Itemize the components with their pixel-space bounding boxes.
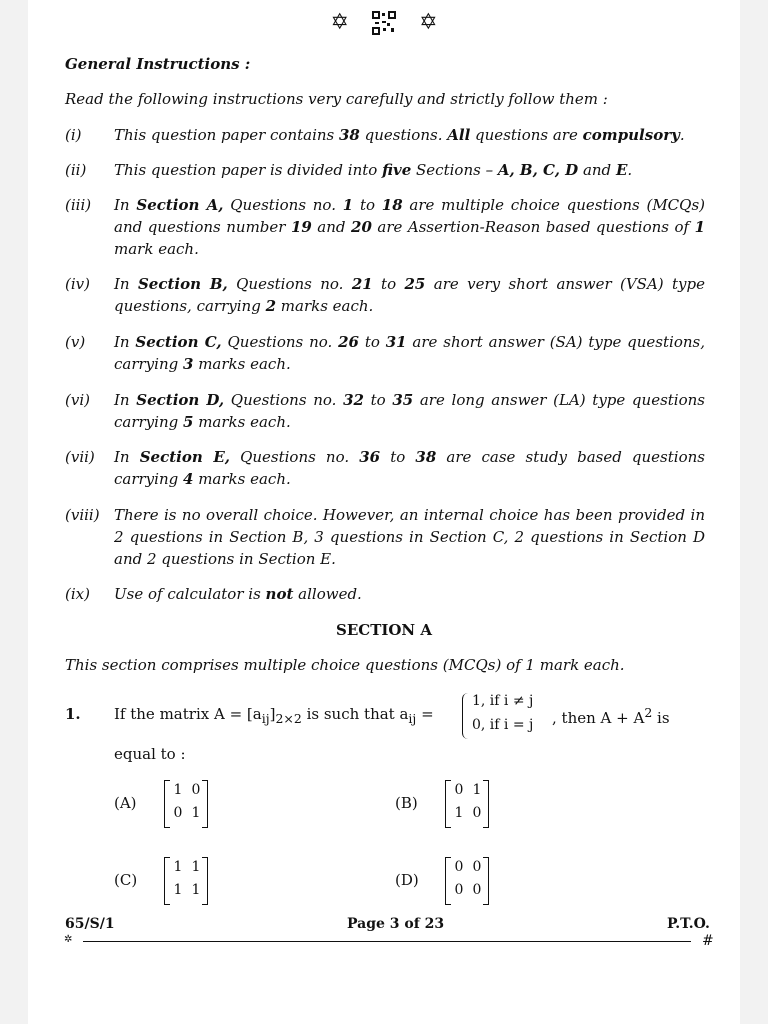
- qr-code-icon: [372, 11, 396, 35]
- asterisk-mark-icon: ✲: [64, 934, 73, 945]
- general-instructions-intro: Read the following instructions very carefully and strictly follow them :: [65, 90, 608, 108]
- piecewise-case-2: 0, if i = j: [472, 717, 534, 733]
- option-matrix: [445, 780, 489, 828]
- matrix-cell: 1: [173, 859, 183, 875]
- matrix-cell: 1: [191, 805, 201, 821]
- instruction-item: [65, 389, 705, 433]
- star-of-david-icon: ✡: [330, 10, 349, 35]
- instruction-item: [65, 583, 705, 605]
- section-description: This section comprises multiple choice questions (MCQs) of 1 mark each.: [65, 656, 625, 674]
- option-label: (D): [395, 871, 419, 889]
- instruction-item: [65, 124, 705, 146]
- instruction-number: (ii): [65, 161, 87, 179]
- instruction-text: This question paper contains 38 questions. All questions are compulsory.: [114, 126, 685, 144]
- question-stem-line2: equal to :: [114, 745, 186, 763]
- matrix-cell: 0: [173, 805, 183, 821]
- option-matrix: [164, 780, 208, 828]
- option-label: (C): [114, 871, 138, 889]
- header-marks: [28, 10, 740, 40]
- matrix-cell: 0: [454, 859, 464, 875]
- option-matrix: [445, 857, 489, 905]
- instruction-text: In Section C, Questions no. 26 to 31 are short answer (SA) type questions, carrying 3 marks each.: [114, 333, 705, 373]
- matrix-cell: 1: [191, 882, 201, 898]
- matrix-cell: 0: [454, 782, 464, 798]
- matrix-cell: 1: [454, 805, 464, 821]
- pto-label: P.T.O.: [667, 916, 710, 932]
- section-title: SECTION A: [335, 621, 433, 639]
- instruction-number: (iv): [65, 275, 90, 293]
- instruction-item: [65, 159, 705, 181]
- exam-page: [28, 0, 740, 1024]
- matrix-cell: 0: [191, 782, 201, 798]
- instruction-number: (vii): [65, 448, 95, 466]
- instruction-number: (iii): [65, 196, 92, 214]
- instruction-number: (v): [65, 333, 86, 351]
- page-number: Page 3 of 23: [347, 916, 445, 932]
- instruction-text: In Section A, Questions no. 1 to 18 are multiple choice questions (MCQs) and questions number 19 and 20 are Assertion-Reason based questions of 1 mark each.: [114, 196, 706, 258]
- matrix-cell: 1: [191, 859, 201, 875]
- matrix-cell: 0: [472, 882, 482, 898]
- general-instructions-title: General Instructions :: [65, 55, 251, 73]
- option-label: (B): [395, 794, 418, 812]
- hash-mark: #: [702, 933, 714, 949]
- instruction-item: [65, 446, 705, 490]
- matrix-cell: 0: [454, 882, 464, 898]
- paper-code: 65/S/1: [65, 916, 115, 932]
- matrix-cell: 0: [472, 859, 482, 875]
- instruction-number: (viii): [65, 506, 100, 524]
- star-of-david-icon: ✡: [419, 10, 438, 35]
- matrix-cell: 1: [173, 882, 183, 898]
- option-label: (A): [114, 794, 137, 812]
- instruction-text: Use of calculator is not allowed.: [114, 585, 362, 603]
- instruction-text: There is no overall choice. However, an internal choice has been provided in 2 questions in Section B, 3 questions in Section C, 2 questions in Section D and 2 questions in Section E.: [114, 506, 705, 568]
- question-stem-continued: , then $A + A^2$ is: [552, 705, 670, 727]
- instruction-number: (ix): [65, 585, 90, 603]
- instruction-item: [65, 331, 705, 375]
- instruction-item: [65, 194, 705, 260]
- footer-divider: [83, 941, 691, 942]
- instruction-number: (i): [65, 126, 82, 144]
- piecewise-brace: [462, 693, 471, 739]
- instruction-text: This question paper is divided into five Sections – A, B, C, D and E.: [114, 161, 633, 179]
- instruction-text: In Section E, Questions no. 36 to 38 are case study based questions carrying 4 marks each.: [114, 448, 705, 488]
- instruction-number: (vi): [65, 391, 90, 409]
- matrix-cell: 1: [173, 782, 183, 798]
- instruction-text: In Section B, Questions no. 21 to 25 are very short answer (VSA) type questions, carrying 2 marks each.: [114, 275, 705, 315]
- instruction-text: In Section D, Questions no. 32 to 35 are long answer (LA) type questions carrying 5 marks each.: [114, 391, 705, 431]
- instruction-item: [65, 504, 705, 570]
- matrix-cell: 1: [472, 782, 482, 798]
- option-matrix: [164, 857, 208, 905]
- question-stem: If the matrix $A = [a_{ij}]_{2\times 2}$ is such that $a_{ij}$ =: [114, 705, 434, 726]
- instruction-item: [65, 273, 705, 317]
- matrix-cell: 0: [472, 805, 482, 821]
- piecewise-case-1: 1, if i ≠ j: [472, 693, 534, 709]
- question-number: 1.: [65, 705, 81, 723]
